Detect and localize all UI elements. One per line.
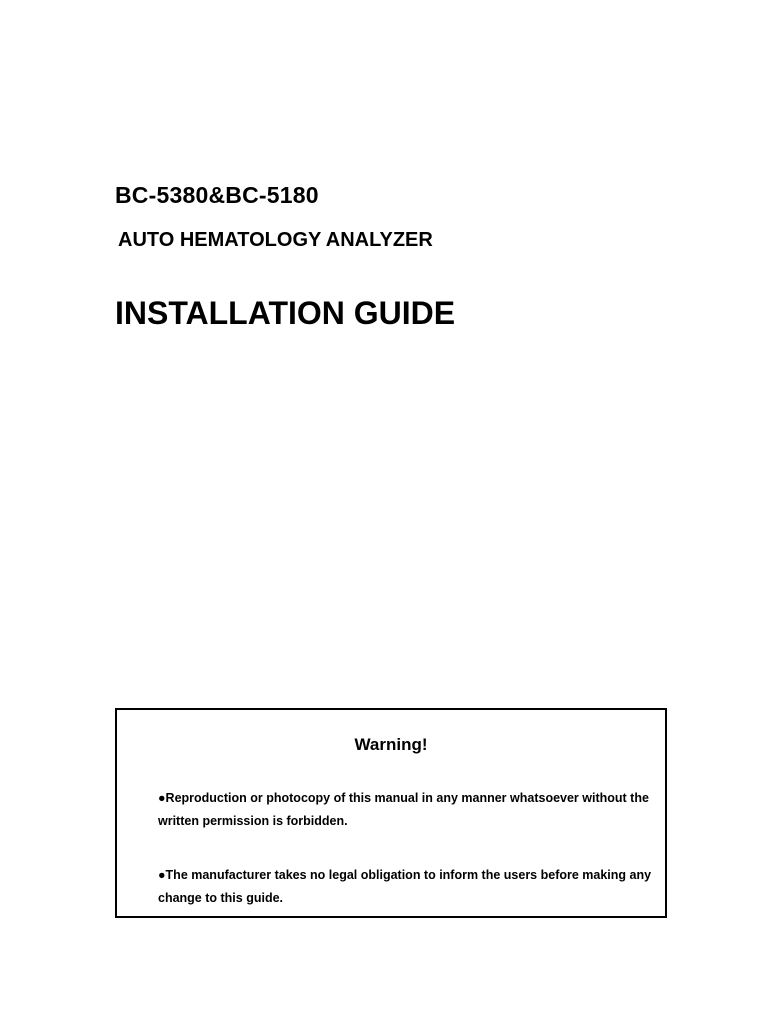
warning-heading: Warning! xyxy=(354,735,428,754)
warning-item-line: change to this guide. xyxy=(158,891,284,905)
document-title: INSTALLATION GUIDE xyxy=(115,295,456,331)
warning-item-line: ●Reproduction or photocopy of this manual in any manner whatsoever without the xyxy=(158,791,649,805)
warning-item-line: ●The manufacturer takes no legal obligation to inform the users before making any xyxy=(158,868,652,882)
model-number: BC-5380&BC-5180 xyxy=(115,182,319,208)
warning-item-reproduction xyxy=(158,787,667,833)
warning-box xyxy=(115,708,667,918)
product-name: AUTO HEMATOLOGY ANALYZER xyxy=(118,229,433,251)
warning-item-line: written permission is forbidden. xyxy=(158,814,348,828)
warning-item-manufacturer xyxy=(158,864,667,910)
